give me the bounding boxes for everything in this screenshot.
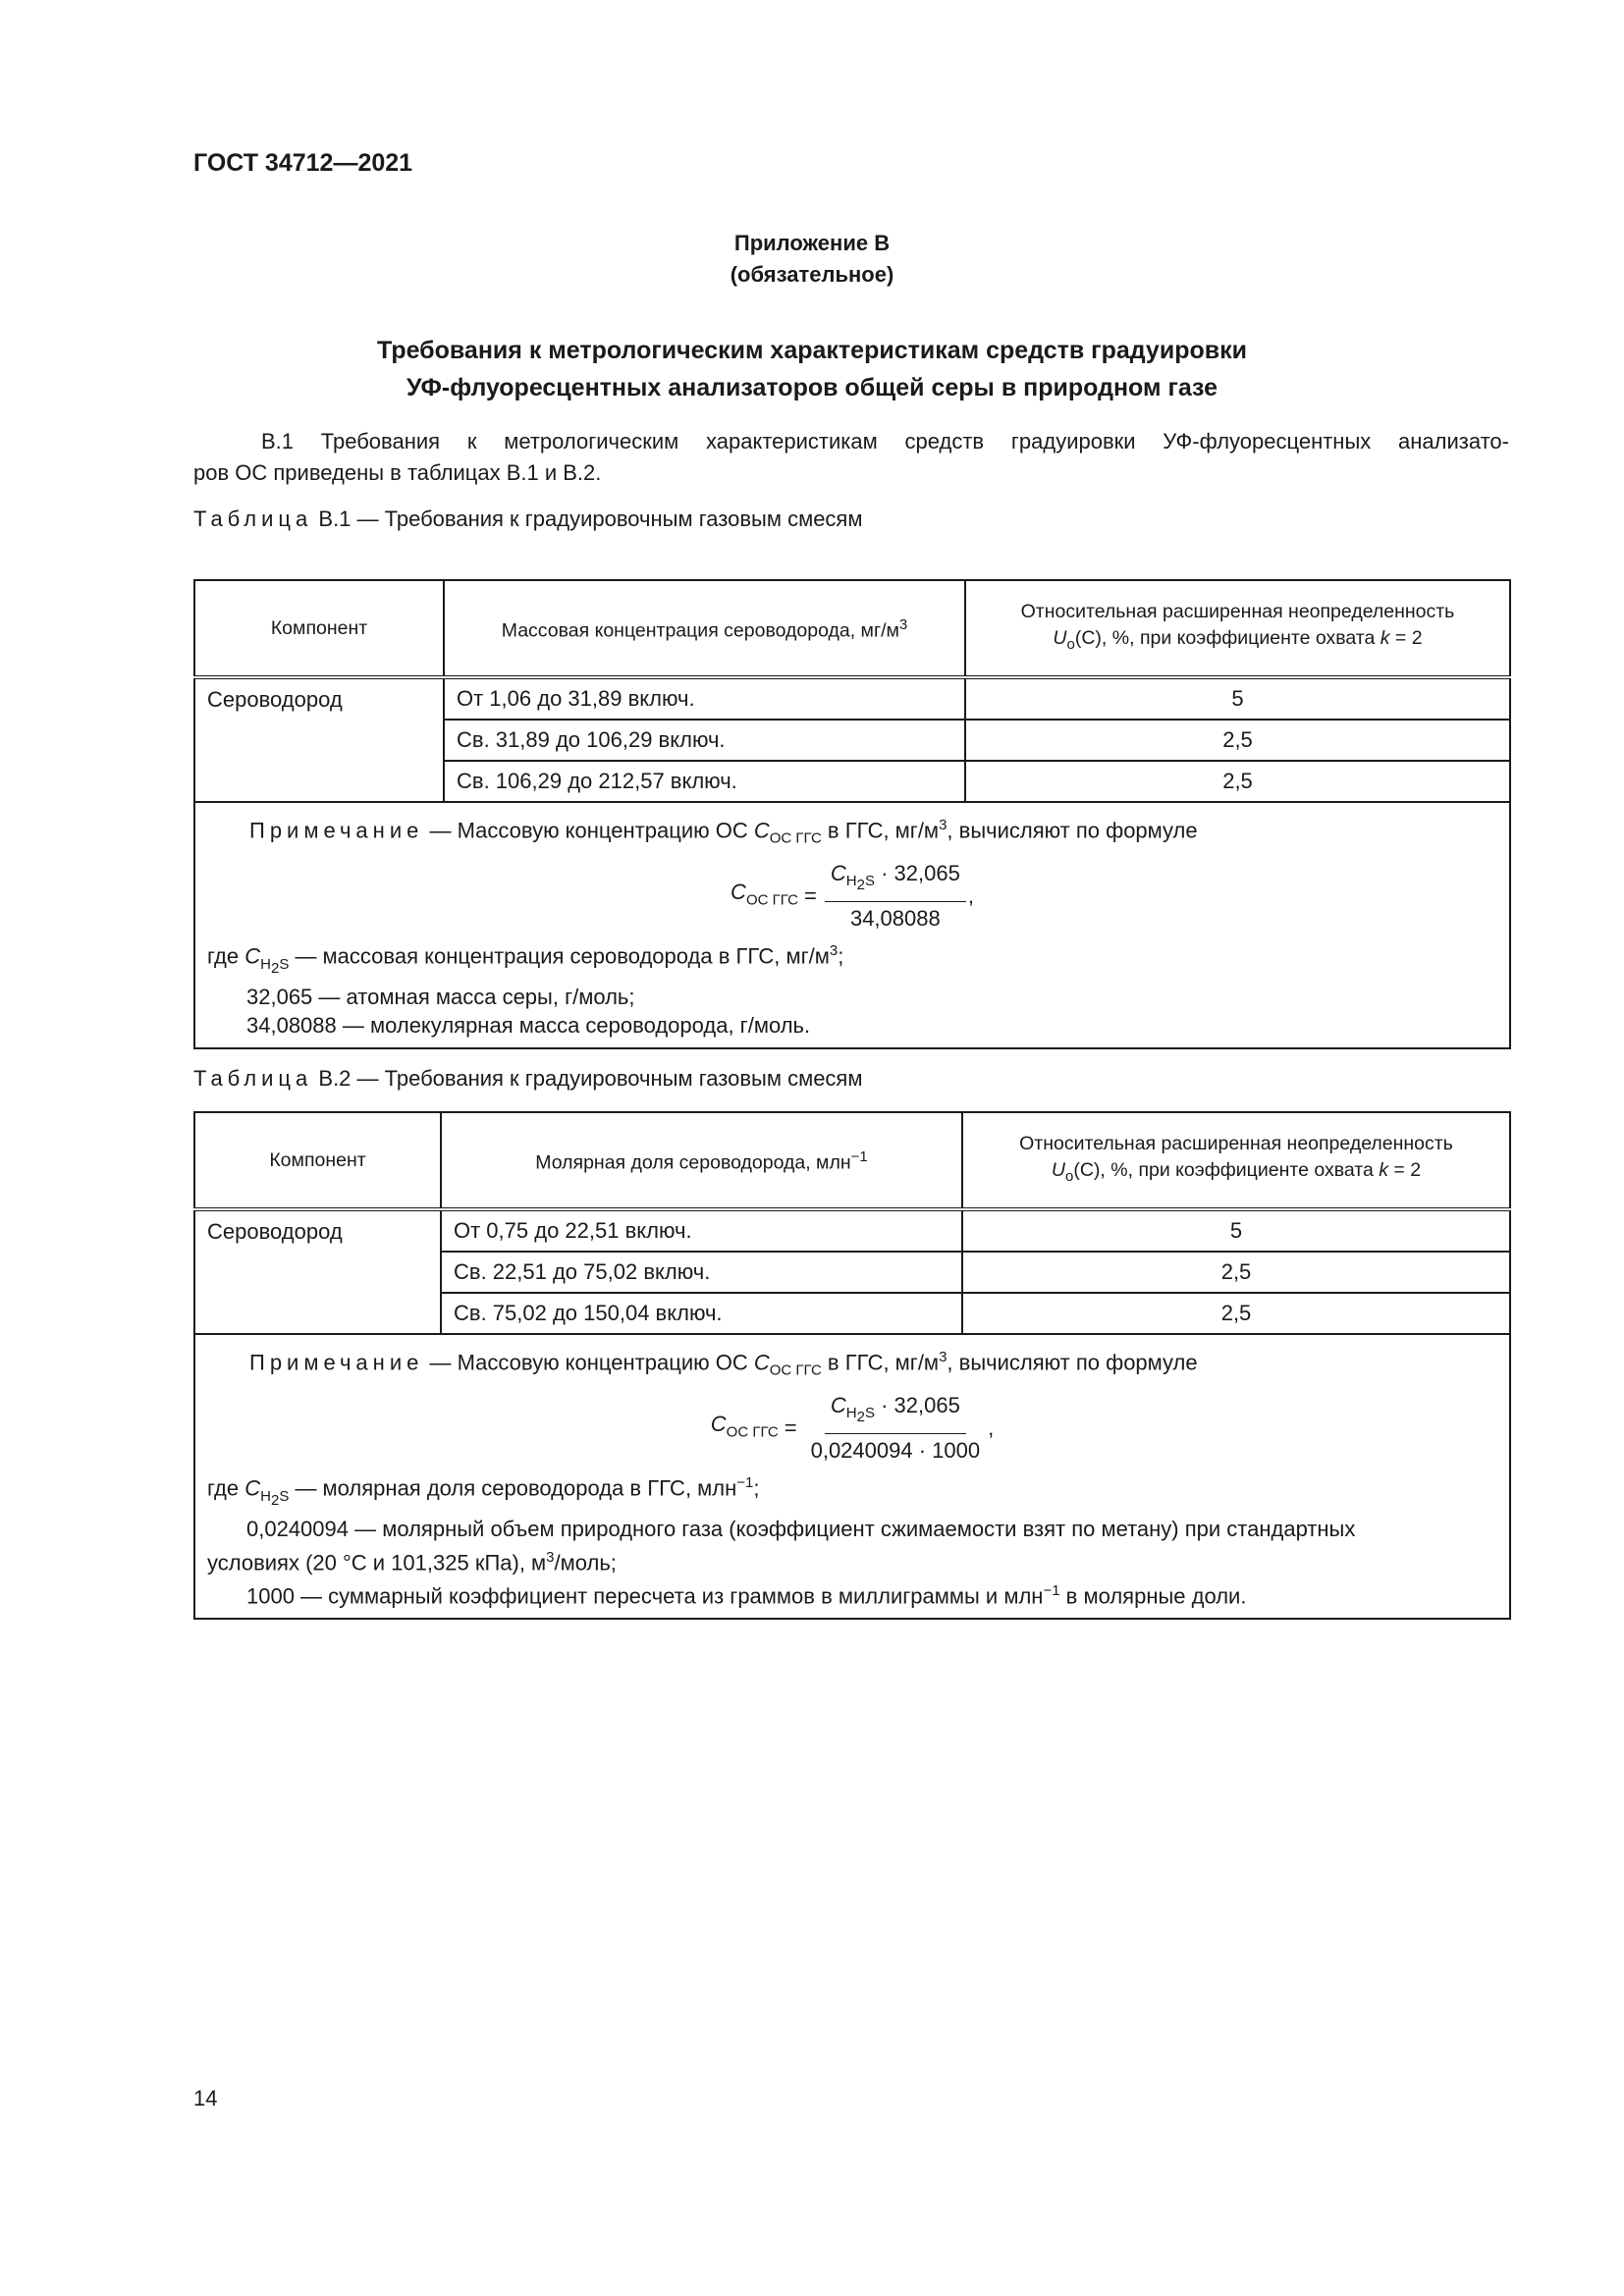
appendix-status: (обязательное) — [730, 262, 894, 287]
table2-where-sub-h: H — [260, 1487, 271, 1505]
table2-header-row — [194, 1112, 1510, 1209]
table2-caption-word: Таблица — [193, 1066, 313, 1091]
table1-where-rest: — массовая концентрация сероводорода в ГГС, мг/м — [289, 943, 830, 969]
table1-where-end: ; — [838, 943, 844, 969]
table2-num-rest: · 32,065 — [874, 1392, 960, 1417]
table1-note-label: Примечание — [249, 818, 424, 843]
table1-note — [194, 802, 1510, 1048]
table2-caption — [193, 1066, 862, 1092]
document-id: ГОСТ 34712—2021 — [193, 149, 413, 177]
table2-k-value: = 2 — [1393, 1159, 1422, 1182]
table1-k-value: = 2 — [1394, 627, 1423, 650]
table1-where-prefix: где — [207, 943, 245, 969]
table1-num-sub-s: S — [864, 873, 875, 890]
table1-caption — [193, 507, 862, 532]
table2-num-sub-h: H — [845, 1405, 857, 1422]
table2-header-uncertainty — [962, 1112, 1510, 1209]
table1-range-cell: От 1,06 до 31,89 включ. — [444, 677, 965, 720]
table2-note-line3-end: в молярные доли. — [1059, 1583, 1247, 1609]
table2-header-uncertainty-line2 — [975, 1157, 1497, 1190]
table2-header-uncertainty-rest: (C), %, при коэффициенте охвата — [1073, 1159, 1374, 1182]
table2-note-c-sub: ОС ГГС — [769, 1362, 822, 1379]
table1-where-sub-2: 2 — [270, 959, 280, 977]
table2-note-line2b-sup: 3 — [546, 1548, 555, 1566]
table1 — [193, 579, 1511, 1049]
table1-num-sub-2: 2 — [856, 877, 865, 894]
intro-line-2: ров ОС приведены в таблицах В.1 и В.2. — [193, 460, 602, 485]
table1-num-rest: · 32,065 — [874, 860, 960, 885]
table2-formula-numerator — [825, 1391, 966, 1434]
table1-value-cell: 2,5 — [965, 720, 1510, 761]
appendix-label: Приложение В — [733, 231, 891, 255]
table2-formula: $C_{ОС ГГС}$ = $\frac{C_{H_2S} \cdot 32,065}{0,0240094 \cdot 1000}$ , — [710, 1392, 995, 1464]
table2-where-sub-s: S — [279, 1487, 290, 1505]
table1-formula-fraction — [825, 859, 966, 933]
heading-line-1: Требования к метрологическим характеристикам средств градуировки — [377, 337, 1247, 364]
table2-note-line2b-text: условиях (20 °С и 101,325 кПа), м — [207, 1550, 547, 1575]
table2-header-concentration-text: Молярная доля сероводорода, млн — [535, 1151, 851, 1174]
table1-where-c: C — [244, 943, 261, 969]
table2-value-cell: 2,5 — [962, 1293, 1510, 1334]
table1-note-c: C — [753, 818, 770, 843]
table1-U-sub: o — [1066, 635, 1075, 653]
table2-component-cell: Сероводород — [194, 1209, 441, 1334]
table1-where-sub-s: S — [279, 955, 290, 973]
table2-note-where — [207, 1468, 1497, 1515]
appendix-title — [0, 228, 1624, 291]
table2-note-line2a: 0,0240094 — молярный объем природного газа (коэффициент сжимаемости взят по метану) при стандартных — [246, 1516, 1356, 1541]
table2-header-concentration-sup: −1 — [850, 1148, 868, 1166]
table1-header-concentration — [444, 580, 965, 677]
table1-note-where — [207, 936, 1497, 983]
table1-formula: $C_{ОС ГГС}$ = $\frac{C_{H_2S} \cdot 32,065}{34,08088}$ , — [731, 860, 974, 932]
table1-note-intro — [207, 811, 1497, 853]
table2-note-c: C — [753, 1350, 770, 1375]
table1-note-text-a: — Массовую концентрацию ОС — [423, 818, 754, 843]
table2-note-line2b-end: /моль; — [554, 1550, 617, 1575]
table2-header-component: Компонент — [194, 1112, 441, 1209]
table2-formula-lhs-c: C — [710, 1411, 727, 1436]
table2-formula-fraction — [805, 1391, 987, 1465]
table1-where-sup: 3 — [829, 942, 839, 960]
table1-header-uncertainty-rest: (C), %, при коэффициенте охвата — [1074, 627, 1376, 650]
table1-header-concentration-sup: 3 — [898, 616, 908, 634]
table2-U-symbol: U — [1051, 1159, 1066, 1182]
table2 — [193, 1111, 1511, 1620]
table2-note-line3-sup: −1 — [1043, 1582, 1060, 1600]
table-row — [194, 677, 1510, 720]
table1-component-cell: Сероводород — [194, 677, 444, 802]
table2-where-c: C — [244, 1475, 261, 1501]
table2-note-text-a: — Массовую концентрацию ОС — [423, 1350, 754, 1375]
table1-value-cell: 5 — [965, 677, 1510, 720]
table-row — [194, 1209, 1510, 1252]
intro-line-1: В.1 Требования к метрологическим характеристикам средств градуировки УФ-флуоресцентных анализато- — [261, 429, 1509, 454]
table2-where-rest: — молярная доля сероводорода в ГГС, млн — [289, 1475, 737, 1501]
table2-note-sup: 3 — [939, 1349, 947, 1365]
table1-header-concentration-text: Массовая концентрация сероводорода, мг/м — [501, 619, 899, 642]
table2-where-sub-2: 2 — [270, 1491, 280, 1509]
table1-formula-denominator: 34,08088 — [849, 906, 941, 932]
table1-header-row — [194, 580, 1510, 677]
table1-note-line2: 32,065 — атомная масса серы, г/моль; — [246, 984, 635, 1009]
table2-U-sub: o — [1065, 1167, 1074, 1185]
heading-line-2: УФ-флуоресцентных анализаторов общей серы в природном газе — [406, 374, 1218, 401]
table2-where-sup: −1 — [736, 1474, 754, 1492]
table2-note-label: Примечание — [249, 1350, 424, 1375]
table1-num-c: C — [830, 860, 846, 885]
table2-num-sub-2: 2 — [856, 1409, 865, 1426]
table2-note-line3 — [207, 1576, 1497, 1610]
table2-range-cell: От 0,75 до 22,51 включ. — [441, 1209, 962, 1252]
table2-note — [194, 1334, 1510, 1619]
table2-note-text-c: , вычисляют по формуле — [947, 1350, 1198, 1375]
table1-header-uncertainty-line2 — [978, 625, 1497, 658]
table2-range-cell: Св. 75,02 до 150,04 включ. — [441, 1293, 962, 1334]
table2-value-cell: 5 — [962, 1209, 1510, 1252]
table2-where-prefix: где — [207, 1475, 245, 1501]
table1-num-sub-h: H — [845, 873, 857, 890]
table1-caption-text: В.1 — Требования к градуировочным газовым смесям — [318, 507, 863, 531]
intro-paragraph — [193, 426, 1509, 489]
table2-formula-denominator: 0,0240094 · 1000 — [810, 1438, 981, 1464]
table2-note-row — [194, 1334, 1510, 1619]
appendix-heading — [0, 332, 1624, 406]
table1-header-uncertainty — [965, 580, 1510, 677]
table2-note-intro — [207, 1343, 1497, 1385]
table2-note-line3-text: 1000 — суммарный коэффициент пересчета из граммов в миллиграммы и млн — [246, 1583, 1044, 1609]
table1-range-cell: Св. 106,29 до 212,57 включ. — [444, 761, 965, 802]
table2-note-text-b: в ГГС, мг/м — [821, 1350, 940, 1375]
table1-where-sub-h: H — [260, 955, 271, 973]
table2-k-symbol: k — [1379, 1159, 1388, 1182]
table2-num-c: C — [830, 1392, 846, 1417]
table1-header-uncertainty-line1: Относительная расширенная неопределенность — [1020, 601, 1455, 623]
table1-note-sup: 3 — [939, 817, 947, 833]
table1-k-symbol: k — [1380, 627, 1390, 650]
page-number: 14 — [193, 2086, 218, 2110]
table1-value-cell: 2,5 — [965, 761, 1510, 802]
table1-range-cell: Св. 31,89 до 106,29 включ. — [444, 720, 965, 761]
table1-note-text-c: , вычисляют по формуле — [947, 818, 1198, 843]
table2-formula-lhs-sub: ОС ГГС — [726, 1423, 779, 1441]
table1-note-row — [194, 802, 1510, 1048]
table1-formula-lhs-c: C — [731, 879, 746, 904]
table1-formula-lhs-sub: ОС ГГС — [745, 891, 799, 909]
table2-note-line2b — [207, 1543, 1497, 1576]
table2-range-cell: Св. 22,51 до 75,02 включ. — [441, 1252, 962, 1293]
table1-note-line3: 34,08088 — молекулярная масса сероводорода, г/моль. — [246, 1012, 811, 1038]
table2-caption-text: В.2 — Требования к градуировочным газовым смесям — [318, 1066, 863, 1091]
table2-header-concentration — [441, 1112, 962, 1209]
table1-formula-numerator — [825, 859, 966, 902]
table2-header-uncertainty-line1: Относительная расширенная неопределенность — [1019, 1133, 1453, 1155]
table1-note-text-b: в ГГС, мг/м — [821, 818, 940, 843]
table1-caption-word: Таблица — [193, 507, 313, 531]
table2-num-sub-s: S — [864, 1405, 875, 1422]
table2-value-cell: 2,5 — [962, 1252, 1510, 1293]
table1-formula-lhs — [731, 878, 798, 914]
table2-where-end: ; — [753, 1475, 760, 1501]
table1-header-component: Компонент — [194, 580, 444, 677]
table1-note-c-sub: ОС ГГС — [769, 829, 822, 847]
table2-formula-lhs — [711, 1410, 779, 1446]
table1-U-symbol: U — [1053, 627, 1067, 650]
